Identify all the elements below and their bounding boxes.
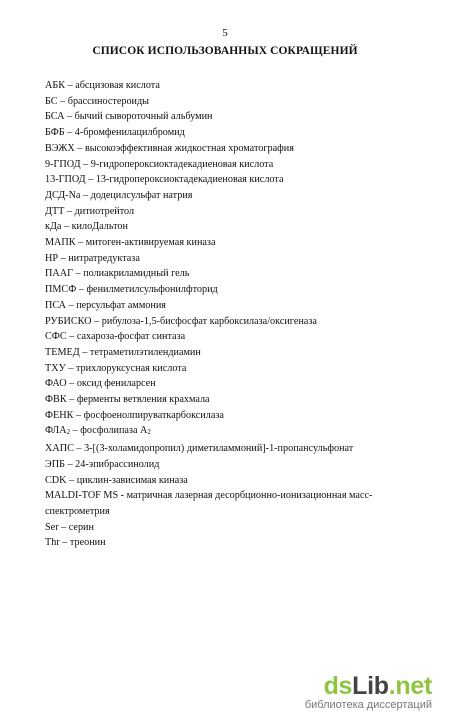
page-title: СПИСОК ИСПОЛЬЗОВАННЫХ СОКРАЩЕНИЙ xyxy=(92,45,358,57)
abbreviation-definition: бычий сывороточный альбумин xyxy=(74,111,213,123)
abbreviation-term: Ser xyxy=(45,521,59,533)
abbreviation-dash: – xyxy=(58,252,69,264)
abbreviation-dash: – xyxy=(79,346,90,358)
abbreviation-dash: – xyxy=(66,378,77,390)
abbreviation-dash: – xyxy=(58,521,69,533)
abbreviation-term: ФВК xyxy=(45,394,67,406)
abbreviation-term: MALDI-TOF MS xyxy=(45,490,119,502)
abbreviation-item xyxy=(45,392,415,408)
abbreviation-definition: дитиотрейтол xyxy=(74,205,135,217)
abbreviation-term: Thr xyxy=(45,537,60,549)
abbreviation-dash: – xyxy=(64,111,75,123)
abbreviation-dash: – xyxy=(64,127,75,139)
abbreviation-item xyxy=(45,188,415,204)
abbreviation-definition: сахароза-фосфат синтаза xyxy=(76,331,186,343)
abbreviation-term: ФЕНК xyxy=(45,409,74,421)
abbreviation-dash: – xyxy=(66,474,77,486)
abbreviation-definition: серин xyxy=(68,521,94,533)
abbreviation-definition: килоДальтон xyxy=(71,221,128,233)
abbreviation-term: ТХУ xyxy=(45,362,66,374)
dslib-logo: dsLib.net xyxy=(323,672,432,700)
abbreviation-term: ПААГ xyxy=(45,268,73,280)
abbreviation-term: РУБИСКО xyxy=(45,315,92,327)
abbreviation-definition: 24-эпибрассинолид xyxy=(75,458,160,470)
abbreviation-dash: – xyxy=(66,331,77,343)
abbreviation-definition: тетраметилэтилендиамин xyxy=(89,346,201,358)
abbreviation-item xyxy=(45,457,415,473)
abbreviation-term: ВЭЖХ xyxy=(45,142,75,154)
abbreviation-item xyxy=(45,94,415,110)
abbreviation-term: БС xyxy=(45,95,58,107)
abbreviation-dash: – xyxy=(66,394,77,406)
abbreviation-term: 9-ГПОД xyxy=(45,158,81,170)
abbreviation-definition: брассиностероиды xyxy=(67,95,150,107)
abbreviation-dash: – xyxy=(72,268,84,280)
abbreviation-item xyxy=(45,473,415,489)
abbreviation-definition: полиакриламидный гель xyxy=(83,268,190,280)
abbreviation-list xyxy=(45,78,415,551)
abbreviation-term: НР xyxy=(45,252,59,264)
abbreviation-item xyxy=(45,408,415,424)
abbreviation-definition: 4-бромфенилацилбромид xyxy=(74,127,185,139)
abbreviation-definition: абсцизовая кислота xyxy=(75,80,160,91)
abbreviation-term: МАПК xyxy=(45,237,76,249)
abbreviation-item xyxy=(45,157,415,173)
abbreviation-definition: фосфоенолпируваткарбоксилаза xyxy=(83,409,224,421)
abbreviation-definition: оксид фениларсен xyxy=(76,378,156,390)
abbreviation-item xyxy=(45,282,415,298)
abbreviation-item xyxy=(45,251,415,267)
abbreviation-dash: – xyxy=(80,189,91,201)
abbreviation-term: CDK xyxy=(45,474,67,486)
abbreviation-dash: – xyxy=(65,362,76,374)
abbreviation-definition: высокоэффективная жидкостная хроматография xyxy=(84,142,294,154)
abbreviation-term: ДСД-Na xyxy=(45,189,81,201)
abbreviation-dash: – xyxy=(73,409,84,421)
abbreviation-dash: – xyxy=(66,299,77,311)
abbreviation-item xyxy=(45,520,415,536)
abbreviation-definition: додецилсульфат натрия xyxy=(90,189,193,201)
abbreviation-definition: матричная лазерная десорбционно-ионизационная масс-спектрометрия xyxy=(45,490,373,517)
abbreviation-definition: 3-[(3-холамидопропил) диметиламмоний]-1-пропансульфонат xyxy=(84,443,354,455)
page-number: 5 xyxy=(222,27,228,39)
abbreviation-dash: – xyxy=(76,284,87,296)
abbreviation-item xyxy=(45,488,415,519)
abbreviation-dash: – xyxy=(57,95,68,107)
abbreviation-definition: циклин-зависимая киназа xyxy=(76,474,188,486)
abbreviation-item xyxy=(45,266,415,282)
abbreviation-definition: нитратредуктаза xyxy=(68,252,140,264)
abbreviation-term: ЭПБ xyxy=(45,458,65,470)
abbreviation-item xyxy=(45,141,415,157)
abbreviation-definition: фосфолипаза $А_2$ xyxy=(80,425,151,437)
abbreviation-item xyxy=(45,109,415,125)
abbreviation-term: ФАО xyxy=(45,378,67,390)
abbreviation-dash: – xyxy=(64,458,76,470)
abbreviation-definition: треонин xyxy=(69,537,106,549)
abbreviation-dash: – xyxy=(73,443,85,455)
term-subscript: 2 xyxy=(66,428,71,437)
abbreviation-term: ПМСФ xyxy=(45,284,77,296)
abbreviation-definition: рибулоза-1,5-бисфосфат карбоксилаза/оксигеназа xyxy=(101,315,317,327)
definition-subscript: 2 xyxy=(147,428,151,437)
abbreviation-item xyxy=(45,441,415,457)
abbreviation-definition: митоген-активируемая киназа xyxy=(85,237,216,249)
abbreviation-item xyxy=(45,298,415,314)
abbreviation-term: АБК xyxy=(45,80,66,91)
abbreviation-term: $ФЛА_2$ xyxy=(45,425,71,437)
abbreviation-term: БСА xyxy=(45,111,65,123)
abbreviation-definition: фенилметилсульфонилфторид xyxy=(86,284,218,296)
abbreviation-item xyxy=(45,376,415,392)
abbreviation-term: ХАПС xyxy=(45,443,74,455)
abbreviation-item xyxy=(45,204,415,220)
abbreviation-item xyxy=(45,172,415,188)
abbreviation-item xyxy=(45,345,415,361)
abbreviation-dash: – xyxy=(65,80,76,91)
abbreviation-definition: трихлоруксусная кислота xyxy=(75,362,187,374)
abbreviation-term: кДа xyxy=(45,221,62,233)
abbreviation-item xyxy=(45,235,415,251)
abbreviation-definition: 13-гидропероксиоктадекадиеновая кислота xyxy=(95,174,284,186)
abbreviation-dash: – xyxy=(74,142,85,154)
abbreviation-item xyxy=(45,361,415,377)
abbreviation-dash: – xyxy=(75,237,86,249)
abbreviation-dash: – xyxy=(59,537,70,549)
abbreviation-item xyxy=(45,125,415,141)
abbreviation-item xyxy=(45,329,415,345)
abbreviation-dash: – xyxy=(61,221,72,233)
abbreviation-term: ТЕМЕД xyxy=(45,346,80,358)
dslib-subtitle: библиотека диссертаций xyxy=(304,699,432,711)
abbreviation-dash: – xyxy=(70,425,81,437)
abbreviation-term: БФБ xyxy=(45,127,65,139)
abbreviation-item xyxy=(45,78,415,94)
abbreviation-definition: 9-гидропероксиоктадекадиеновая кислота xyxy=(90,158,274,170)
abbreviation-definition: персульфат аммония xyxy=(76,299,166,311)
abbreviation-dash: – xyxy=(64,205,75,217)
abbreviation-term: 13-ГПОД xyxy=(45,174,86,186)
abbreviation-term: ПСА xyxy=(45,299,67,311)
abbreviation-item xyxy=(45,314,415,330)
abbreviation-item xyxy=(45,535,415,551)
abbreviation-item xyxy=(45,423,415,441)
abbreviation-dash: – xyxy=(91,315,102,327)
abbreviation-item xyxy=(45,219,415,235)
abbreviation-definition: ферменты ветвления крахмала xyxy=(76,394,210,406)
abbreviation-term: ДТТ xyxy=(45,205,65,217)
dslib-watermark xyxy=(305,673,432,712)
abbreviation-dash: - xyxy=(118,490,127,502)
abbreviation-dash: – xyxy=(85,174,96,186)
abbreviation-term: СФС xyxy=(45,331,67,343)
abbreviation-dash: – xyxy=(80,158,91,170)
